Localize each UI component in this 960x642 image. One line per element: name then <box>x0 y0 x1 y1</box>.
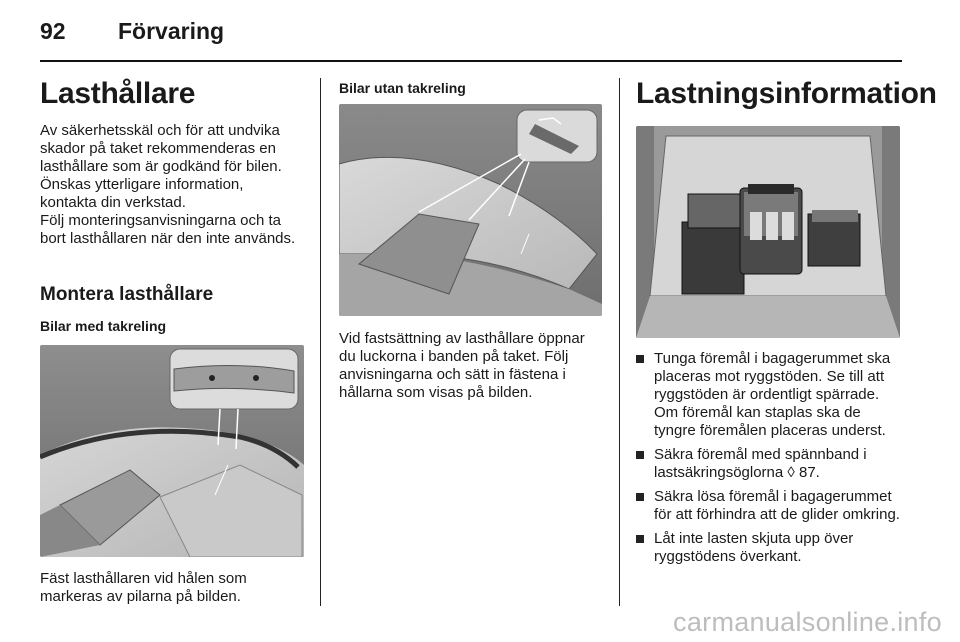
bullet-square-icon <box>636 355 644 363</box>
intro-paragraph: Av säkerhetsskäl och för att undvika skador på taket rekommenderas en lasthållare som är godkänd för bilen. Önskas ytterligare information, kontakta din verkstad. <box>40 122 282 211</box>
chapter-title: Förvaring <box>118 18 225 44</box>
illustration-caption: Vid fastsättning av lasthållare öppnar du luckorna i banden på taket. Följ anvisningarna och sätt in fästena i hållarna som visas på bilden. <box>339 330 585 401</box>
roof-rail-illustration <box>40 345 304 557</box>
roof-without-rail-illustration <box>339 104 602 316</box>
loading-tips-list <box>636 350 902 572</box>
list-item: Tunga föremål i bagagerummet ska placeras mot ryggstöden. Se till att ryggstöden är ordentligt spärrade. Om föremål kan staplas ska de tyngre föremålen placeras underst. <box>636 350 902 440</box>
column-divider <box>619 78 620 606</box>
page-header <box>40 18 902 52</box>
section-title: Lasthållare <box>40 77 196 110</box>
bullet-square-icon <box>636 451 644 459</box>
list-item: Säkra lösa föremål i bagagerummet för att förhindra att de glider omkring. <box>636 488 902 524</box>
subsection-title: Montera lasthållare <box>40 284 214 305</box>
subsection-heading: Bilar med takreling <box>40 318 167 334</box>
instruction-paragraph: Följ monteringsanvisningarna och ta bort lasthållaren när den inte används. <box>40 212 296 247</box>
list-item: Säkra föremål med spännband i lastsäkringsöglorna ◊ 87. <box>636 446 902 482</box>
bullet-square-icon <box>636 535 644 543</box>
cargo-area-illustration <box>636 126 900 338</box>
page-number: 92 <box>40 18 66 44</box>
illustration-caption: Fäst lasthållaren vid hålen som markeras av pilarna på bilden. <box>40 570 247 605</box>
subsection-heading: Bilar utan takreling <box>339 80 466 96</box>
car-roof-drawing <box>339 104 602 316</box>
section-title: Lastningsinformation <box>636 77 937 110</box>
watermark: carmanualsonline.info <box>673 607 942 637</box>
bullet-square-icon <box>636 493 644 501</box>
header-rule <box>40 60 902 62</box>
luggage-loading-drawing <box>636 126 900 338</box>
car-roof-rail-drawing <box>40 345 304 557</box>
column-divider <box>320 78 321 606</box>
list-item: Låt inte lasten skjuta upp över ryggstödens överkant. <box>636 530 902 566</box>
